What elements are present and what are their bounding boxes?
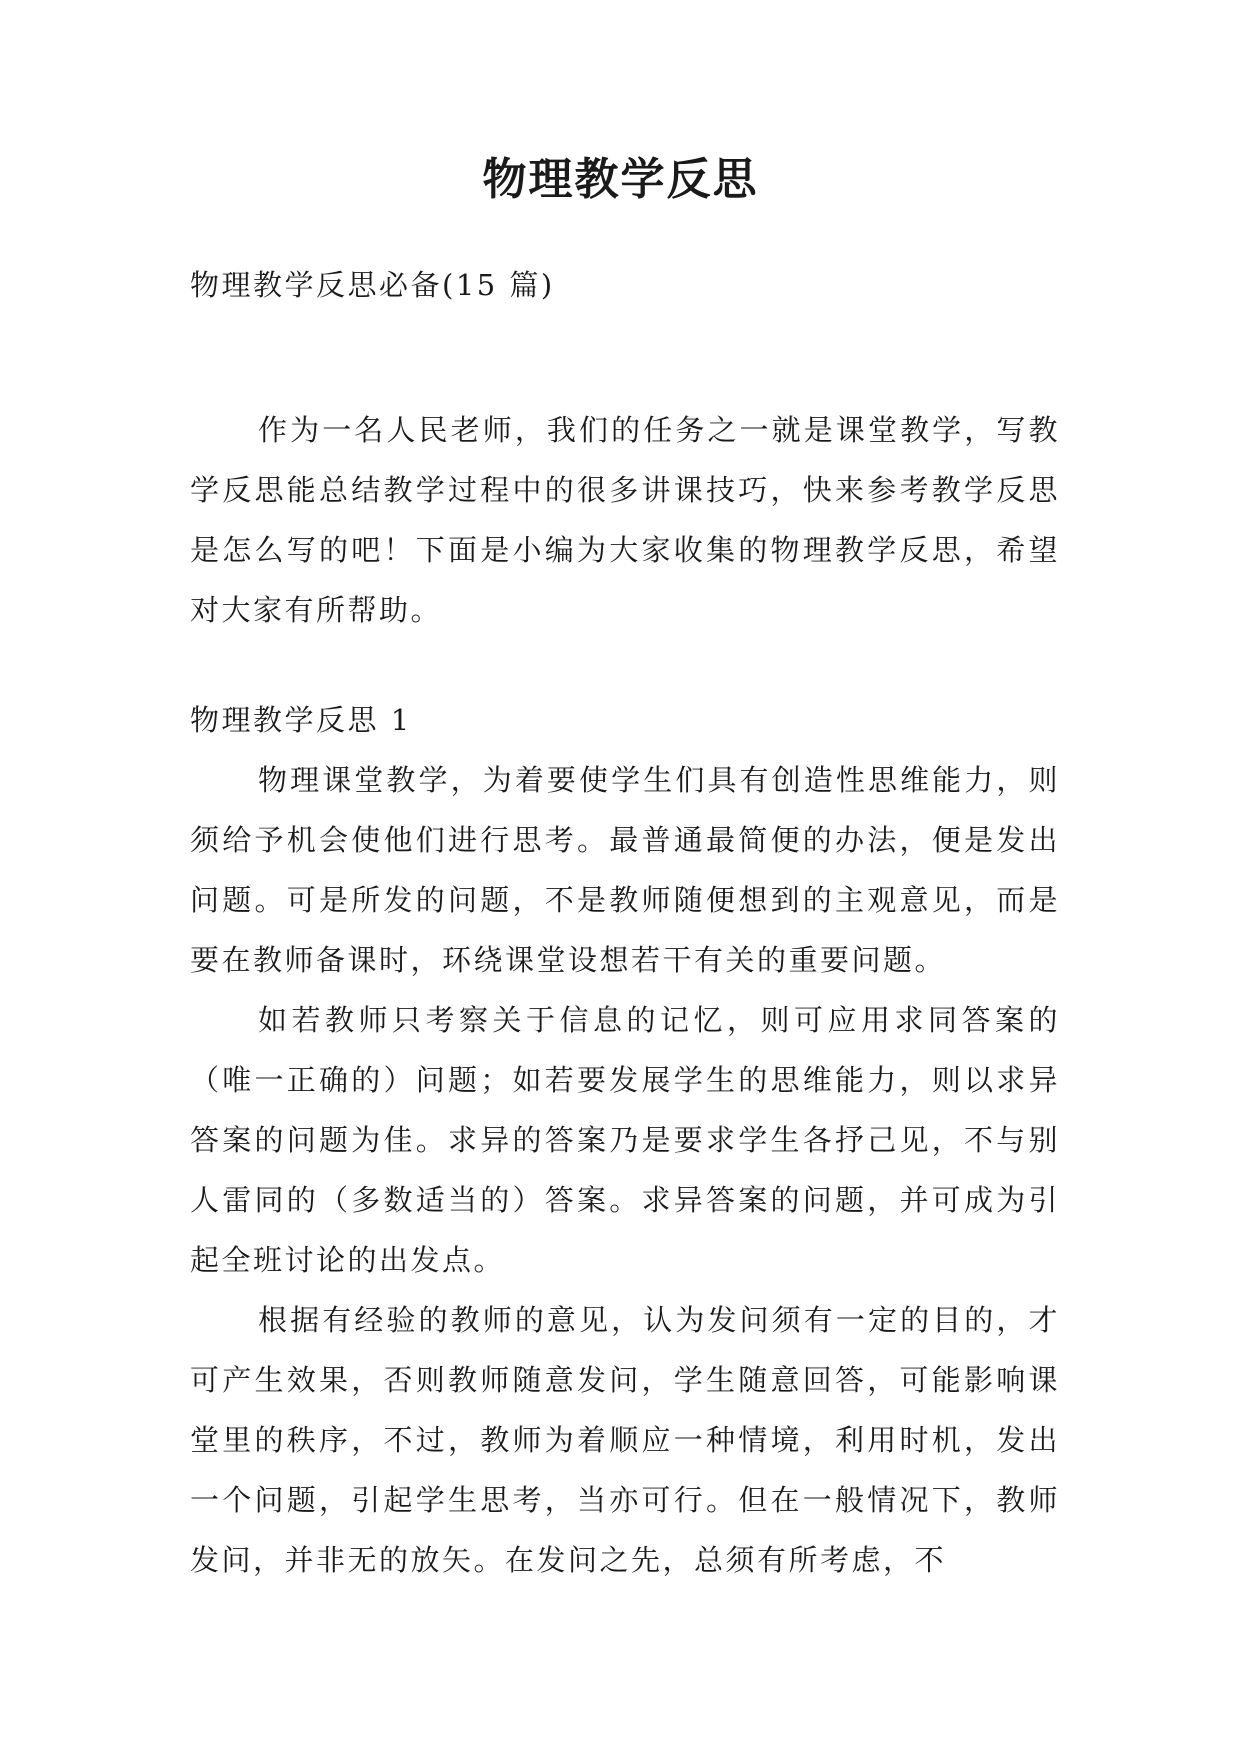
document-title: 物理教学反思 [482,154,759,205]
intro-paragraph: 作为一名人民老师，我们的任务之一就是课堂教学，写教学反思能总结教学过程中的很多讲课技巧，快来参考教学反思是怎么写的吧！下面是小编为大家收集的物理教学反思，希望对大家有所帮助。 [190,413,1060,627]
body-paragraph-2: 如若教师只考察关于信息的记忆，则可应用求同答案的（唯一正确的）问题；如若要发展学生的思维能力，则以求异答案的问题为佳。求异的答案乃是要求学生各抒己见，不与别人雷同的（多数适当的）答案。求异答案的问题，并可成为引起全班讨论的出发点。 [190,1003,1060,1277]
body-paragraph-1: 物理课堂教学，为着要使学生们具有创造性思维能力，则须给予机会使他们进行思考。最普通最简便的办法，便是发出问题。可是所发的问题，不是教师随便想到的主观意见，而是要在教师备课时，环绕课堂设想若干有关的重要问题。 [190,763,1060,977]
section-heading: 物理教学反思 1 [190,703,412,737]
document-subtitle: 物理教学反思必备(15 篇) [190,268,555,302]
body-paragraph-3: 根据有经验的教师的意见，认为发问须有一定的目的，才可产生效果，否则教师随意发问，学生随意回答，可能影响课堂里的秩序，不过，教师为着顺应一种情境，利用时机，发出一个问题，引起学生思考，当亦可行。但在一般情况下，教师发问，并非无的放矢。在发问之先，总须有所考虑，不 [190,1303,1060,1577]
